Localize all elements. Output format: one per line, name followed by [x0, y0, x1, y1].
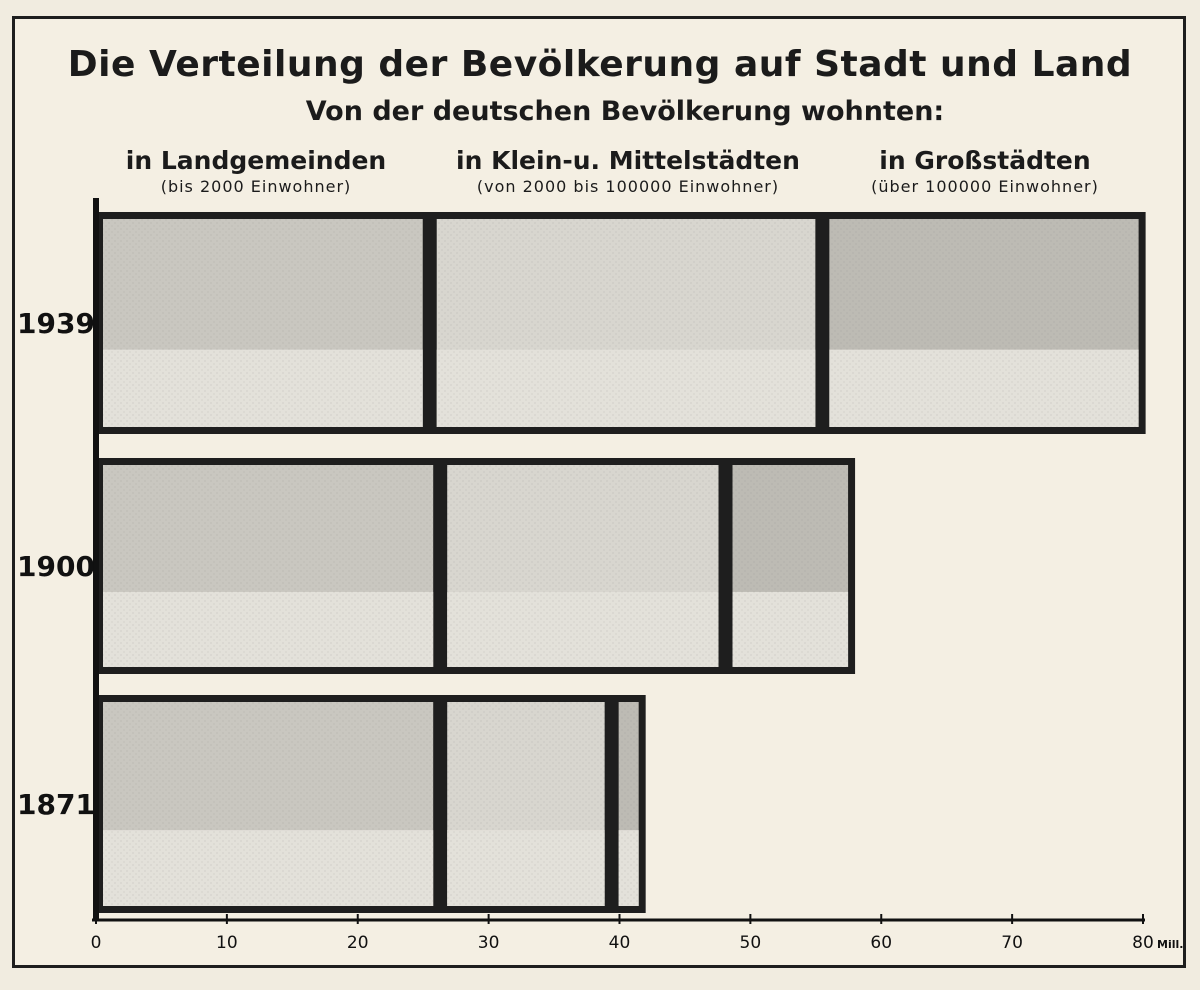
- bar-segment-texture: [437, 219, 816, 427]
- column-header-label: in Klein-u. Mittelstädten: [456, 146, 800, 175]
- year-label: 1939: [17, 307, 95, 340]
- x-tick-label: 20: [346, 933, 369, 953]
- x-unit-label: Mill.: [1157, 938, 1184, 951]
- column-header-note: (bis 2000 Einwohner): [160, 177, 352, 196]
- bar-segment-texture: [103, 465, 433, 667]
- bar-segment-texture: [619, 702, 639, 906]
- x-tick-label: 60: [870, 933, 893, 953]
- x-tick-label: 0: [90, 933, 102, 953]
- chart-subtitle: Von der deutschen Bevölkerung wohnten:: [305, 96, 945, 127]
- column-header-note: (von 2000 bis 100000 Einwohner): [476, 177, 780, 196]
- x-tick-label: 80: [1132, 933, 1154, 953]
- x-tick-label: 30: [477, 933, 500, 953]
- year-label: 1900: [17, 550, 95, 583]
- x-tick-label: 10: [216, 933, 238, 953]
- year-label: 1871: [17, 788, 95, 821]
- bar-segment-texture: [829, 219, 1138, 427]
- year-labels: [17, 307, 95, 821]
- x-tick-label: 40: [608, 933, 631, 953]
- bar-segment-texture: [103, 702, 433, 906]
- bar-segment-texture: [447, 465, 718, 667]
- bar-group: [96, 212, 1146, 913]
- chart-title: Die Verteilung der Bevölkerung auf Stadt und Land: [67, 44, 1133, 85]
- bar-segment-texture: [447, 702, 604, 906]
- x-tick-label: 70: [1001, 933, 1023, 953]
- column-header-label: in Landgemeinden: [125, 146, 387, 175]
- x-tick-label: 50: [739, 933, 762, 953]
- bar-segment-texture: [103, 219, 423, 427]
- bar-segment-texture: [733, 465, 849, 667]
- column-header-label: in Großstädten: [879, 146, 1091, 175]
- column-header-note: (über 100000 Einwohner): [871, 177, 1099, 196]
